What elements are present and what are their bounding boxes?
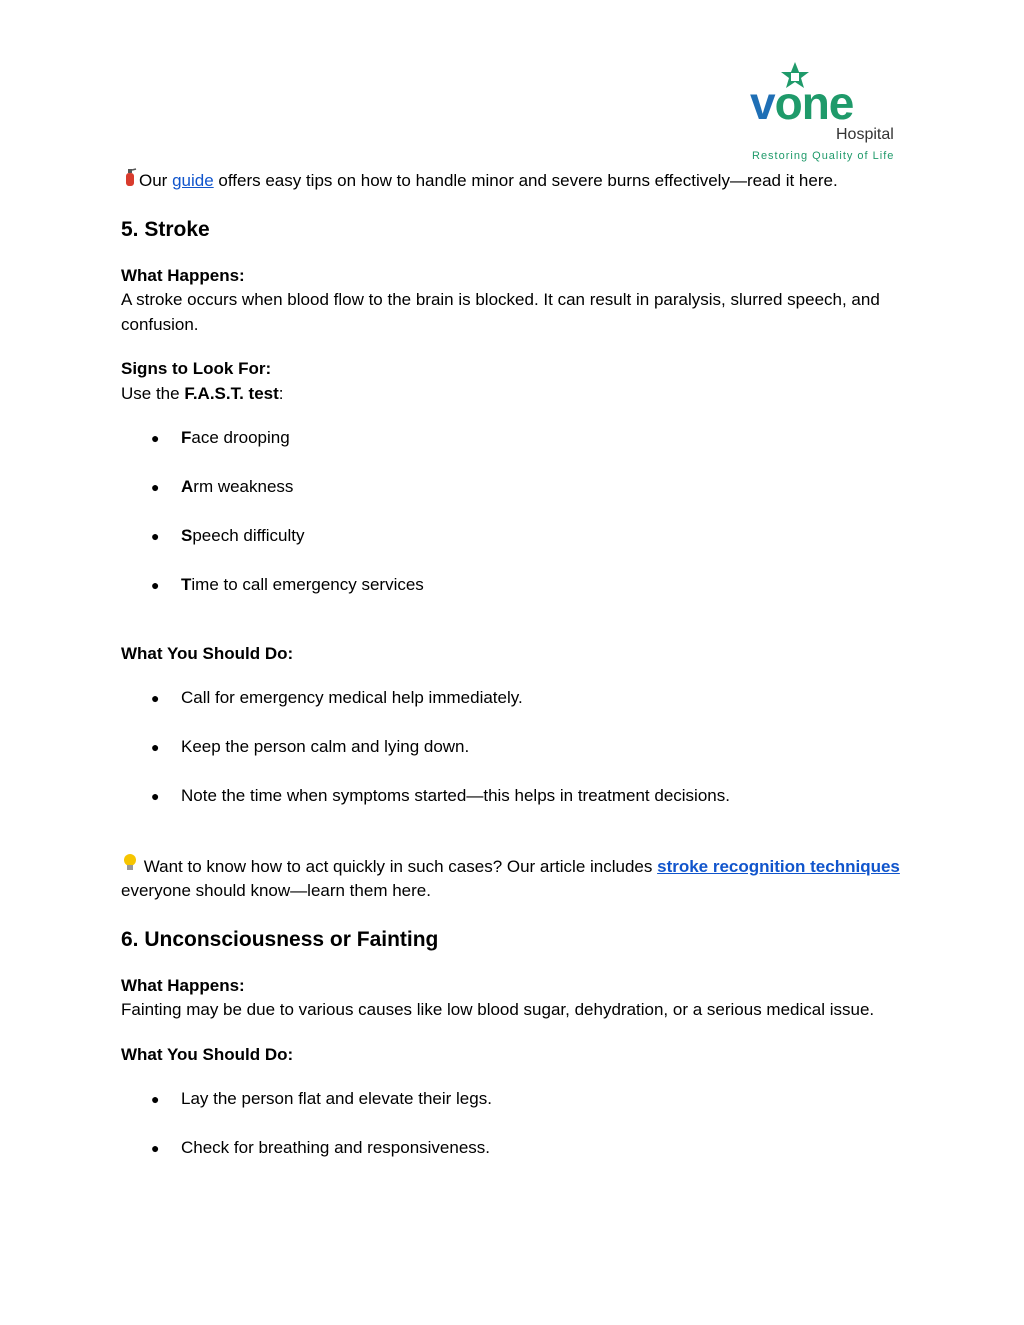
stroke-what-happens <box>121 264 911 338</box>
list-item <box>121 475 911 500</box>
bullet-icon: ● <box>151 1091 160 1107</box>
stroke-heading: 5. Stroke <box>121 217 210 241</box>
stroke-signs <box>121 357 911 406</box>
bullet-icon: ● <box>151 479 160 495</box>
stroke-do-list <box>121 686 911 809</box>
guide-link[interactable]: guide <box>172 171 214 190</box>
logo-hospital-text: Hospital <box>836 126 894 143</box>
stroke-what-label: What Happens: <box>121 265 245 285</box>
list-item <box>121 524 911 549</box>
bullet-icon: ● <box>151 1140 160 1156</box>
bullet-icon: ● <box>151 690 160 706</box>
bullet-icon: ● <box>151 528 160 544</box>
list-item <box>121 784 911 809</box>
stroke-recognition-link[interactable]: stroke recognition techniques <box>657 856 900 876</box>
document-body <box>121 168 911 1161</box>
list-item <box>121 1136 911 1161</box>
fainting-heading: 6. Unconsciousness or Fainting <box>121 927 439 951</box>
faint-do-label: What You Should Do: <box>121 1044 294 1064</box>
bullet-icon: ● <box>151 739 160 755</box>
fire-extinguisher-icon <box>121 168 139 194</box>
fast-rest: rm weakness <box>193 477 294 496</box>
stroke-signs-label: Signs to Look For: <box>121 359 272 378</box>
bullet-icon: ● <box>151 577 160 593</box>
list-item <box>121 426 911 451</box>
fast-rest: peech difficulty <box>192 526 305 545</box>
list-item-text: Note the time when symptoms started—this helps in treatment decisions. <box>181 786 730 805</box>
faint-what-happens <box>121 974 911 1023</box>
list-item-text: Keep the person calm and lying down. <box>181 737 470 756</box>
tip-before: Want to know how to act quickly in such cases? Our article includes <box>139 856 658 876</box>
stroke-what-text: A stroke occurs when blood flow to the brain is blocked. It can result in paralysis, slurred speech, and confusion. <box>121 290 880 334</box>
lightbulb-icon <box>121 853 139 880</box>
logo-tagline: Restoring Quality of Life <box>752 150 895 162</box>
list-item-text: Call for emergency medical help immediately. <box>181 688 523 707</box>
tip-after: everyone should know—learn them here. <box>121 881 431 900</box>
fast-rest: ace drooping <box>191 428 290 447</box>
logo-wordmark: vone <box>750 77 854 129</box>
fast-letter: A <box>181 477 194 496</box>
fast-letter: S <box>181 526 193 545</box>
vone-hospital-logo <box>750 60 905 164</box>
burns-guide-paragraph <box>121 168 911 194</box>
fast-letter: T <box>181 575 192 594</box>
signs-pre: Use the <box>121 383 185 403</box>
intro-after: offers easy tips on how to handle minor and severe burns effectively—read it here. <box>213 171 838 190</box>
stroke-tip-paragraph <box>121 853 911 904</box>
list-item <box>121 1087 911 1112</box>
fast-list <box>121 426 911 598</box>
fast-letter: F <box>181 428 192 447</box>
fast-rest: ime to call emergency services <box>191 575 424 594</box>
list-item <box>121 573 911 598</box>
list-item <box>121 735 911 760</box>
stroke-do-label: What You Should Do: <box>121 643 294 663</box>
faint-what-label: What Happens: <box>121 975 245 995</box>
list-item-text: Check for breathing and responsiveness. <box>181 1138 491 1157</box>
faint-what-text: Fainting may be due to various causes like low blood sugar, dehydration, or a serious medical issue. <box>121 1000 875 1019</box>
bullet-icon: ● <box>151 430 160 446</box>
list-item <box>121 686 911 711</box>
signs-post: : <box>278 383 284 403</box>
fast-test-label: F.A.S.T. test <box>184 383 279 403</box>
list-item-text: Lay the person flat and elevate their legs. <box>181 1089 492 1108</box>
intro-before: Our <box>139 171 173 190</box>
faint-do-list <box>121 1087 911 1161</box>
bullet-icon: ● <box>151 788 160 804</box>
